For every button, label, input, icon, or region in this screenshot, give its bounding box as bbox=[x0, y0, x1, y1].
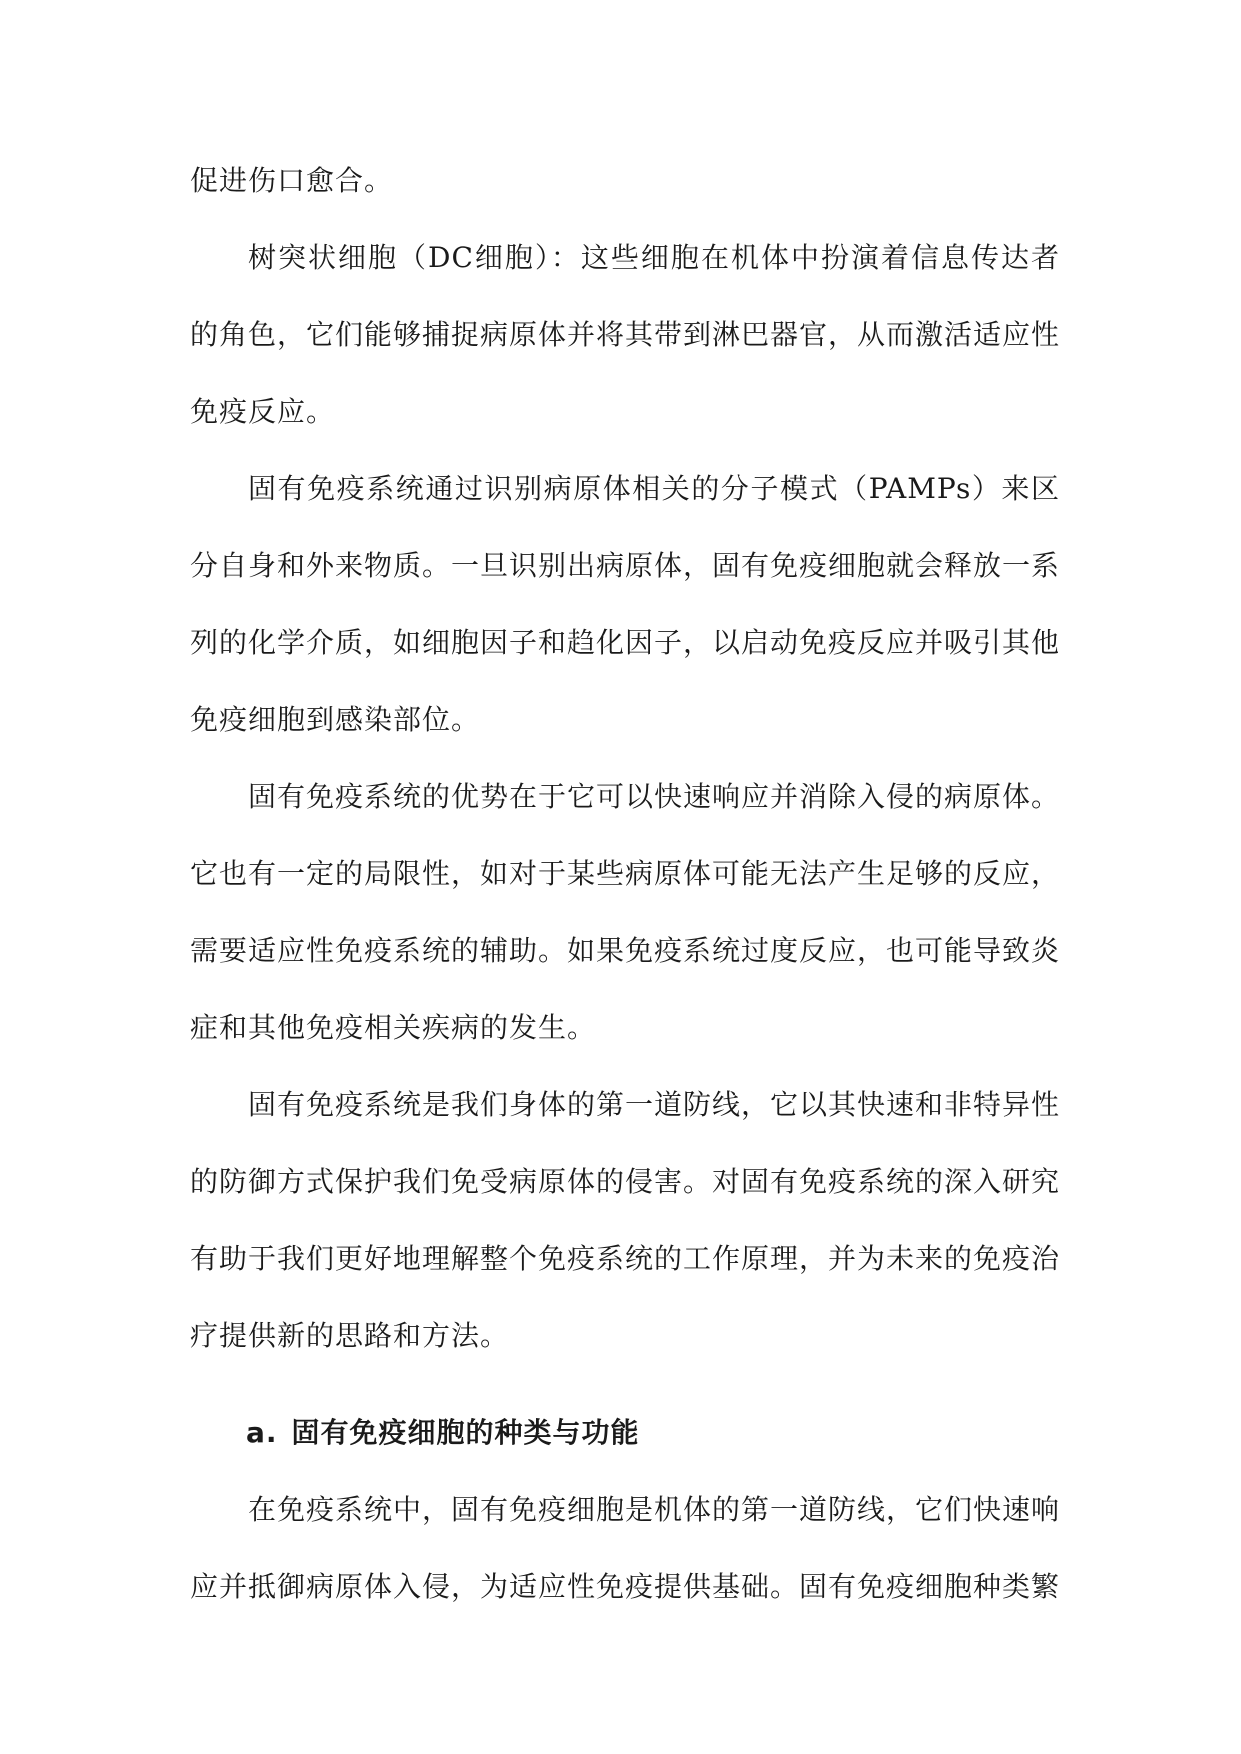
section-heading-marker: a. bbox=[246, 1416, 278, 1449]
paragraph-continuation: 促进伤口愈合。 bbox=[190, 164, 394, 197]
paragraph-dendritic-cells: 树突状细胞（DC细胞）：这些细胞在机体中扮演着信息传达者的角色，它们能够捕捉病原体并将其带到淋巴器官，从而激活适应性免疫反应。 bbox=[190, 241, 1061, 428]
paragraph-pamps: 固有免疫系统通过识别病原体相关的分子模式（PAMPs）来区分自身和外来物质。一旦识别出病原体，固有免疫细胞就会释放一系列的化学介质，如细胞因子和趋化因子，以启动免疫反应并吸引其他免疫细胞到感染部位。 bbox=[190, 472, 1061, 736]
paragraph-advantages: 固有免疫系统的优势在于它可以快速响应并消除入侵的病原体。它也有一定的局限性，如对于某些病原体可能无法产生足够的反应，需要适应性免疫系统的辅助。如果免疫系统过度反应，也可能导致炎症和其他免疫相关疾病的发生。 bbox=[190, 780, 1061, 1044]
section-heading bbox=[190, 1394, 1060, 1471]
section-heading-title: 固有免疫细胞的种类与功能 bbox=[291, 1416, 640, 1449]
paragraph-summary: 固有免疫系统是我们身体的第一道防线，它以其快速和非特异性的防御方式保护我们免受病原体的侵害。对固有免疫系统的深入研究有助于我们更好地理解整个免疫系统的工作原理，并为未来的免疫治疗提供新的思路和方法。 bbox=[190, 1088, 1061, 1352]
paragraph-section-intro: 在免疫系统中，固有免疫细胞是机体的第一道防线，它们快速响应并抵御病原体入侵，为适应性免疫提供基础。固有免疫细胞种类繁 bbox=[190, 1493, 1061, 1603]
document-body bbox=[190, 142, 1060, 1625]
